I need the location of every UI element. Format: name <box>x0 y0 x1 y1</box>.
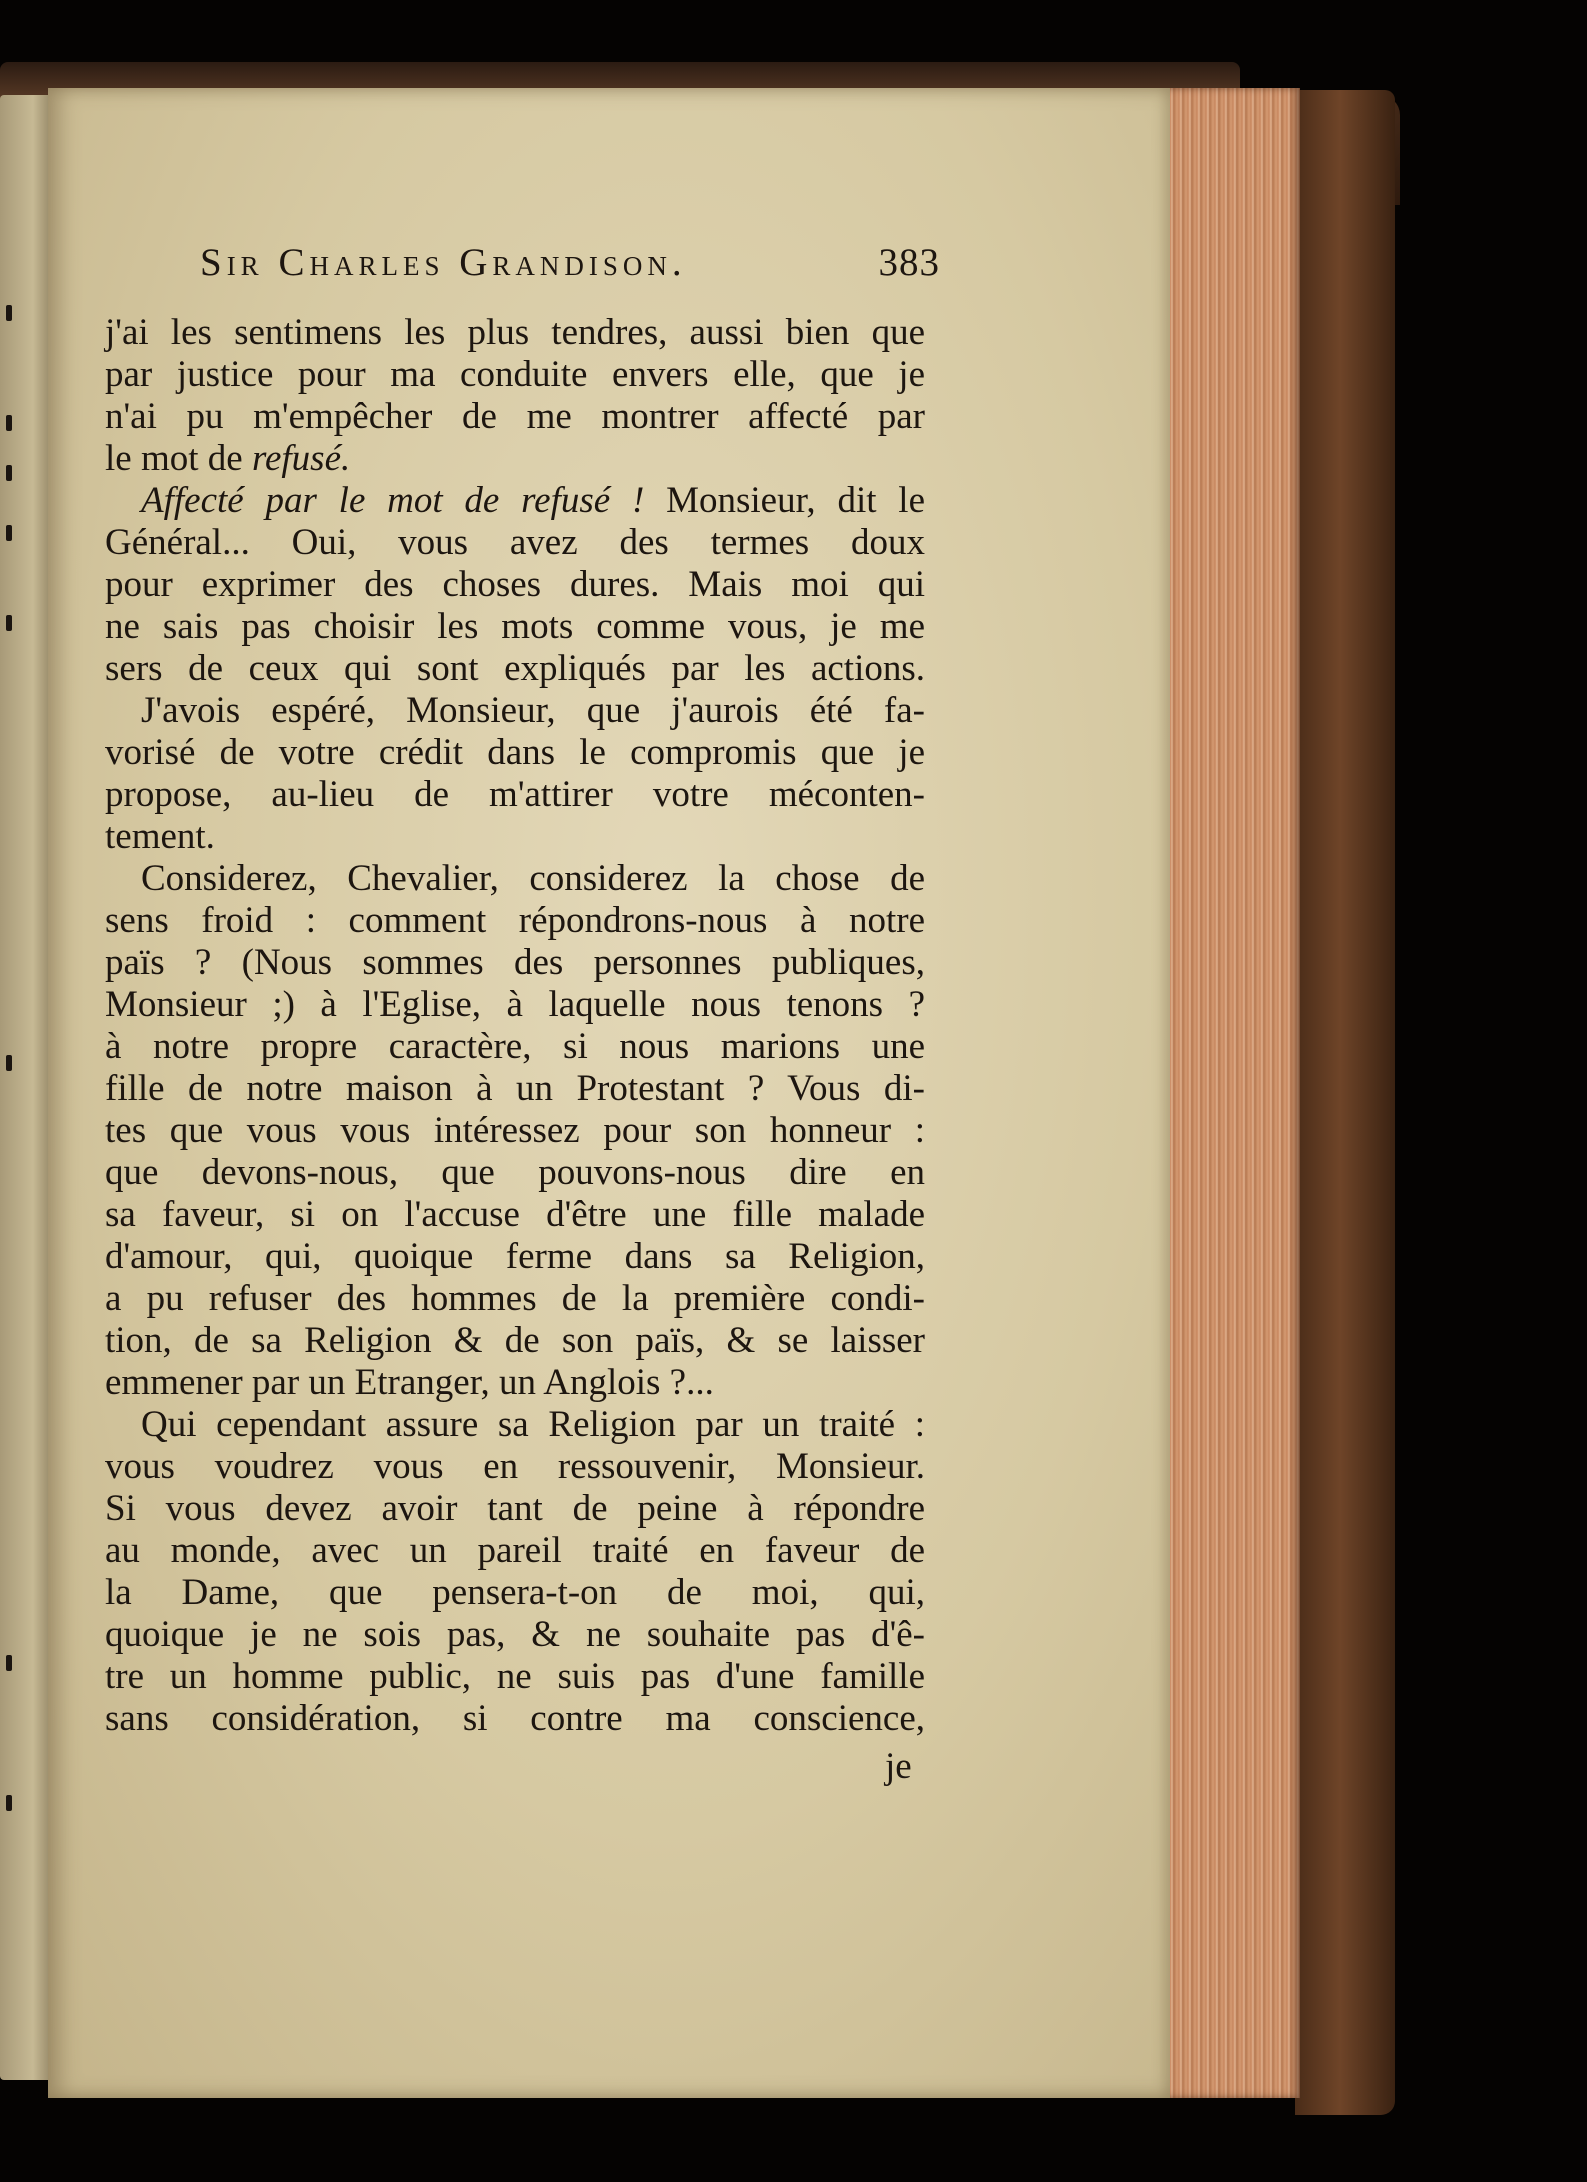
text-line: Monsieur ;) à l'Eglise, à laquelle nous tenons ? <box>105 984 925 1025</box>
text-line: tion, de sa Religion & de son païs, & se laisser <box>105 1320 925 1361</box>
text-line: sans considération, si contre ma conscience, <box>105 1698 925 1739</box>
text-line: à notre propre caractère, si nous marions une <box>105 1026 925 1067</box>
text-line: le mot de refusé. <box>105 438 351 479</box>
text-line: Qui cependant assure sa Religion par un traité : <box>141 1404 925 1445</box>
text-line: J'avois espéré, Monsieur, que j'aurois été fa- <box>141 690 925 731</box>
text-line: j'ai les sentimens les plus tendres, aussi bien que <box>105 312 925 353</box>
text-line: par justice pour ma conduite envers elle, que je <box>105 354 925 395</box>
running-head <box>200 240 940 285</box>
text-line: Considerez, Chevalier, considerez la chose de <box>141 858 925 899</box>
text-line: sers de ceux qui sont expliqués par les actions. <box>105 648 925 689</box>
text-line: propose, au-lieu de m'attirer votre méconten- <box>105 774 925 815</box>
italic-phrase: Affecté par le mot de refusé ! <box>141 480 645 521</box>
catchword: je <box>885 1746 912 1787</box>
text-line: au monde, avec un pareil traité en faveur de <box>105 1530 925 1571</box>
text-line: sens froid : comment répondrons-nous à notre <box>105 900 925 941</box>
text-line: pour exprimer des choses dures. Mais moi qui <box>105 564 925 605</box>
book-cover <box>1295 90 1395 2115</box>
text-line: Si vous devez avoir tant de peine à répondre <box>105 1488 925 1529</box>
text-line: tes que vous vous intéressez pour son honneur : <box>105 1110 925 1151</box>
italic-word: refusé. <box>251 438 351 479</box>
text-line: tement. <box>105 816 215 857</box>
text-line: n'ai pu m'empêcher de me montrer affecté par <box>105 396 925 437</box>
text-line: païs ? (Nous sommes des personnes publiques, <box>105 942 925 983</box>
text-line: tre un homme public, ne suis pas d'une famille <box>105 1656 925 1697</box>
page-fore-edge <box>1165 88 1300 2098</box>
text-line: vorisé de votre crédit dans le compromis que je <box>105 732 925 773</box>
page-number: 383 <box>878 241 940 284</box>
text-line: sa faveur, si on l'accuse d'être une fille malade <box>105 1194 925 1235</box>
text-line: Général... Oui, vous avez des termes doux <box>105 522 925 563</box>
text-line: Affecté par le mot de refusé ! Monsieur, dit le <box>141 480 925 521</box>
running-head-title: Sir Charles Grandison. <box>200 241 687 284</box>
text-line: a pu refuser des hommes de la première condi- <box>105 1278 925 1319</box>
text-line: d'amour, qui, quoique ferme dans sa Religion, <box>105 1236 925 1277</box>
text-line: vous voudrez vous en ressouvenir, Monsieur. <box>105 1446 925 1487</box>
text-line: ne sais pas choisir les mots comme vous, je me <box>105 606 925 647</box>
text-line: quoique je ne sois pas, & ne souhaite pas d'ê- <box>105 1614 925 1655</box>
text-line: fille de notre maison à un Protestant ? Vous di- <box>105 1068 925 1109</box>
text-line: que devons-nous, que pouvons-nous dire en <box>105 1152 925 1193</box>
text-line: emmener par un Etranger, un Anglois ?... <box>105 1362 714 1403</box>
previous-page-edge <box>0 95 55 2080</box>
text-line: la Dame, que pensera-t-on de moi, qui, <box>105 1572 925 1613</box>
